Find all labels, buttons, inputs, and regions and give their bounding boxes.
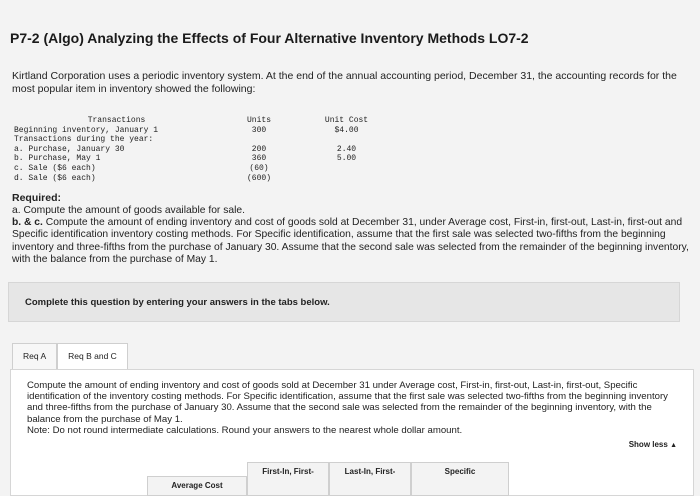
problem-intro: Kirtland Corporation uses a periodic inventory system. At the end of the annual accounting period, December 31, the accounting records for the most popular item in inventory showed the following:: [12, 70, 677, 95]
page-title: P7-2 (Algo) Analyzing the Effects of Four Alternative Inventory Methods LO7-2: [10, 30, 529, 46]
panel-description: Compute the amount of ending inventory and cost of goods sold at December 31 under Average cost, First-in, first-out, Last-in, first-out, Specific identification of the inventory costing methods. For Specific identification, assume that the first sale was selected two-fifths from the beginning inventory and three-fifths from the purchase of January 30. Assume that the second sale was selected from the remainder of the beginning inventory, with the balance from the purchase of May 1.: [27, 380, 668, 425]
show-less-label: Show less: [628, 440, 668, 449]
row-label: a. Purchase, January 30: [14, 144, 125, 154]
column-specific: Specific: [411, 462, 509, 496]
tab-bar: [12, 343, 128, 370]
method-column-headers: [147, 462, 687, 496]
tab-req-a[interactable]: Req A: [12, 343, 57, 370]
column-average-cost: Average Cost: [147, 476, 247, 496]
row-label: c. Sale ($6 each): [14, 163, 96, 173]
panel-note: Note: Do not round intermediate calculations. Round your answers to the nearest whole dollar amount.: [27, 424, 463, 436]
table-row: [14, 135, 394, 145]
triangle-up-icon: ▲: [670, 442, 677, 449]
row-units: (60): [249, 163, 269, 173]
inventory-table: [14, 116, 394, 183]
requirement-bc-text: Compute the amount of ending inventory and cost of goods sold at December 31, under Average cost, First-in, first-out, Last-in, first-out and Specific identification inventory costing methods. For Specific identification, assume that the first sale was selected two-fifths from the beginning inventory and three-fifths from the purchase of January 30. Assume that the second sale was selected from the remainder of the beginning inventory, with the balance from the purchase of May 1.: [12, 217, 689, 265]
required-heading: Required:: [12, 192, 62, 204]
requirement-a: a. Compute the amount of goods available for sale.: [12, 205, 245, 216]
table-row: [14, 126, 394, 136]
header-unit-cost: Unit Cost: [324, 116, 369, 125]
row-label: d. Sale ($6 each): [14, 173, 96, 183]
row-units: [219, 135, 299, 145]
row-unit-cost: 2.40: [336, 144, 357, 154]
requirement-bc: [12, 217, 694, 266]
tab-panel-req-b-and-c: [10, 369, 694, 496]
tab-req-b-and-c[interactable]: Req B and C: [57, 343, 128, 370]
instructions-text: Complete this question by entering your answers in the tabs below.: [25, 297, 330, 308]
requirements-text: [12, 205, 694, 266]
panel-instructions: [27, 380, 677, 436]
header-units: Units: [246, 116, 271, 125]
table-row: [14, 145, 394, 155]
inventory-table-header: [14, 116, 394, 126]
header-transactions: Transactions: [87, 116, 146, 125]
row-unit-cost: 5.00: [336, 154, 357, 164]
table-row: [14, 174, 394, 184]
row-unit-cost: [299, 174, 394, 184]
column-lifo: Last-In, First-: [329, 462, 411, 496]
show-less-toggle[interactable]: [629, 440, 677, 449]
row-units: 300: [251, 125, 267, 135]
requirement-bc-prefix: b. & c.: [12, 217, 43, 229]
instructions-banner: [8, 282, 680, 322]
column-fifo: First-In, First-: [247, 462, 329, 496]
row-unit-cost: [299, 164, 394, 174]
row-label: Transactions during the year:: [14, 135, 154, 145]
row-label: b. Purchase, May 1: [14, 154, 101, 164]
row-label: Beginning inventory, January 1: [14, 125, 159, 135]
row-unit-cost: $4.00: [334, 125, 359, 135]
row-units: (600): [246, 173, 271, 183]
row-unit-cost: [299, 135, 394, 145]
table-row: [14, 154, 394, 164]
row-units: 200: [251, 144, 267, 154]
table-row: [14, 164, 394, 174]
row-units: 360: [251, 154, 267, 164]
